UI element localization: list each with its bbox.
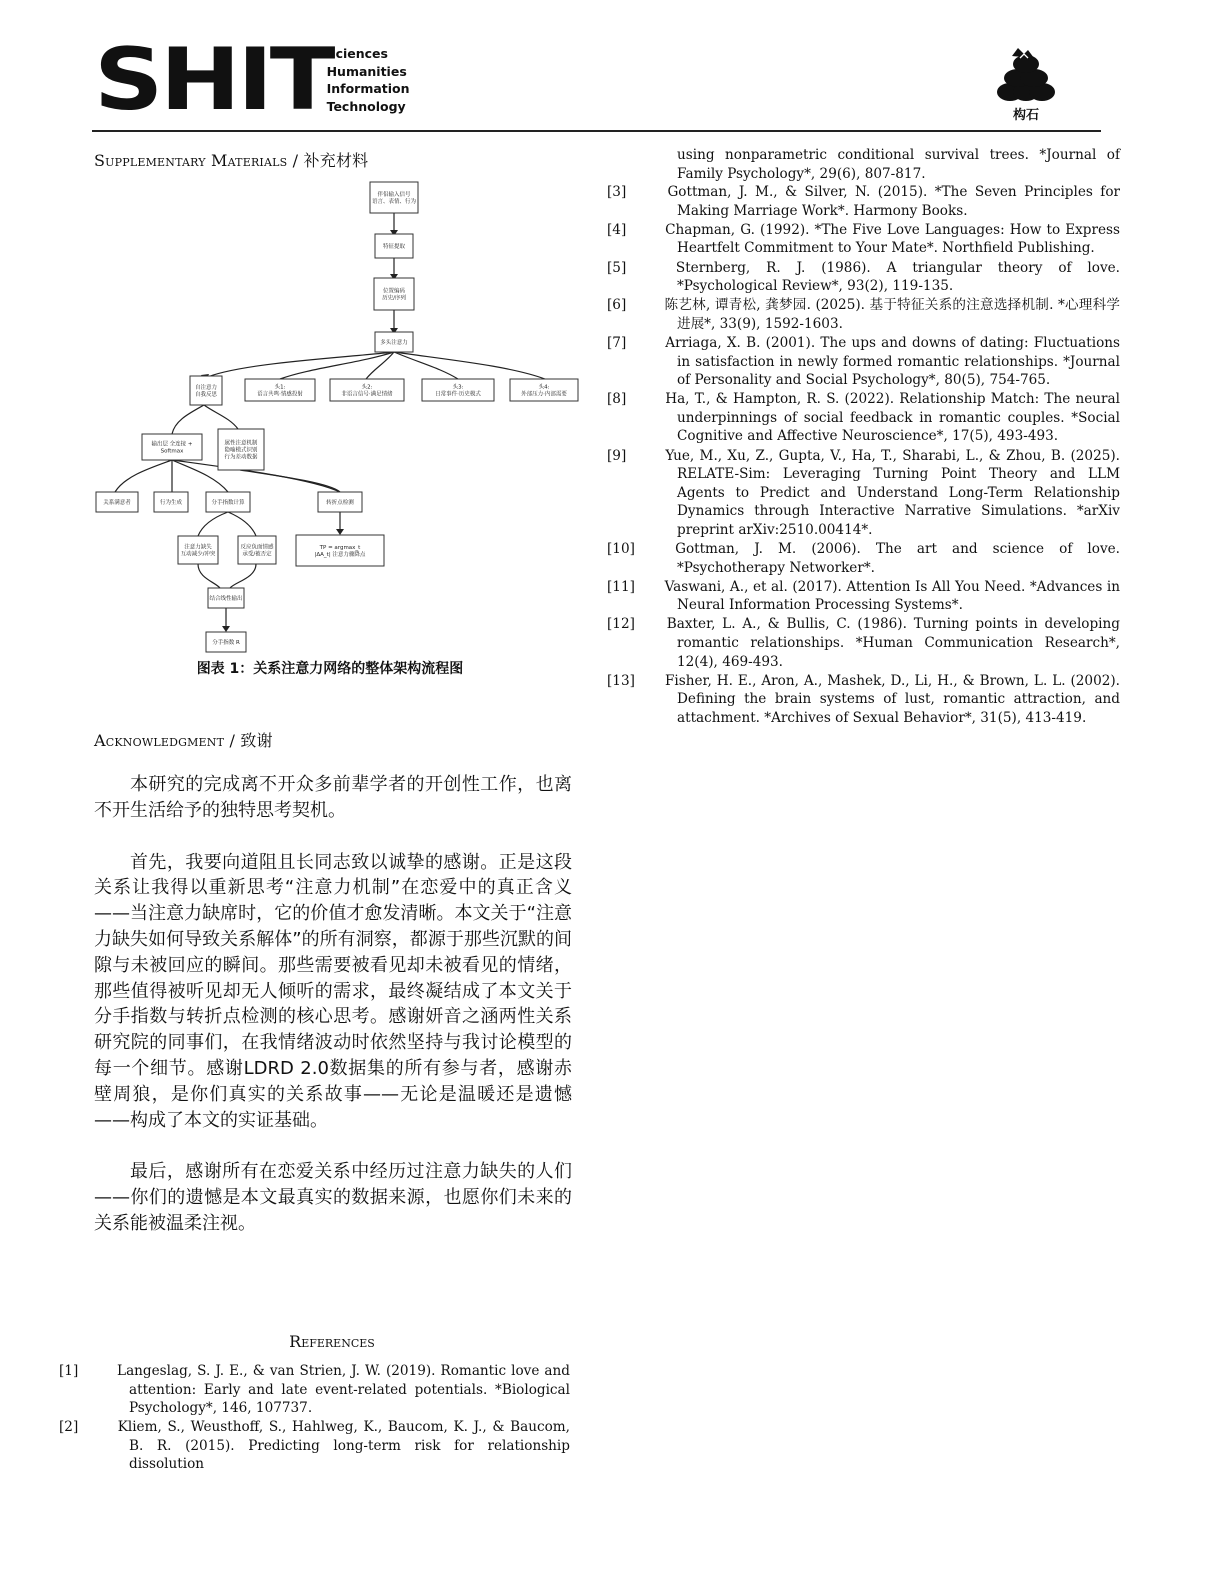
flow-node bbox=[422, 379, 494, 401]
reference-number: [10] bbox=[607, 540, 635, 557]
flow-node-label: 输出层 全连接 + Softmax bbox=[151, 441, 193, 455]
flow-node-label: 头4:外部压力·内部需要 bbox=[521, 384, 567, 398]
acknowledgment-heading-cn: / 致谢 bbox=[229, 731, 273, 750]
acknowledgment-paragraph: 本研究的完成离不开众多前辈学者的开创性工作，也离不开生活给予的独特思考契机。 bbox=[94, 774, 572, 821]
reference-item bbox=[59, 1418, 570, 1474]
figure-caption: 图表 1：关系注意力网络的整体架构流程图 bbox=[196, 661, 464, 677]
reference-number: [12] bbox=[607, 616, 635, 633]
reference-number: [5] bbox=[607, 259, 627, 276]
reference-item bbox=[607, 296, 1120, 333]
flow-node-label: 特征提取 bbox=[382, 244, 406, 250]
flow-node bbox=[142, 434, 202, 460]
flow-edge bbox=[240, 470, 340, 492]
flow-edges bbox=[115, 213, 545, 630]
flow-node bbox=[374, 278, 414, 310]
flow-node-label: 分手指数计算 bbox=[211, 500, 245, 506]
reference-item bbox=[607, 183, 1121, 220]
flow-node bbox=[330, 379, 404, 401]
reference-text: Ha, T., & Hampton, R. S. (2022). Relationship Match: The neural underpinnings of social feedback in romantic couples. *Social Cognitive and Affective Neuroscience*, 17(5), 493-493. bbox=[665, 391, 1120, 445]
reference-text: Gottman, J. M., & Silver, N. (2015). *The Seven Principles for Making Marriage Work*. Harmony Books. bbox=[667, 184, 1121, 219]
acknowledgment-paragraph: 最后，感谢所有在恋爱关系中经历过注意力缺失的人们——你们的遗憾是本文最真实的数据来源，也愿你们未来的关系能被温柔注视。 bbox=[94, 1161, 572, 1234]
reference-number: [1] bbox=[59, 1363, 79, 1379]
reference-item bbox=[607, 390, 1120, 446]
flow-nodes bbox=[96, 182, 578, 652]
flow-node bbox=[178, 536, 218, 564]
flow-node-label: 注意力缺失互动减少/冲突 bbox=[180, 544, 216, 558]
flow-node bbox=[190, 376, 222, 405]
logo-word: Technology bbox=[326, 98, 406, 114]
flow-edge bbox=[205, 352, 394, 378]
flow-node-label: 自注意力自我反思 bbox=[194, 385, 218, 398]
reference-number: [9] bbox=[607, 447, 627, 464]
flow-node bbox=[96, 492, 138, 512]
flow-node-label: 分手指数 R bbox=[212, 640, 240, 646]
reference-number: [3] bbox=[607, 184, 627, 201]
references-right-column bbox=[607, 146, 1121, 728]
flow-node bbox=[375, 332, 413, 352]
header-rule bbox=[92, 130, 1101, 132]
logo-word: Information bbox=[326, 81, 410, 96]
references-right-list bbox=[607, 183, 1121, 727]
flow-node-label: 反应负面情感承受/被否定 bbox=[240, 544, 274, 558]
supplementary-heading-en: Supplementary Materials bbox=[94, 151, 288, 170]
reference-number: [6] bbox=[607, 297, 627, 314]
flow-node bbox=[510, 379, 578, 401]
flow-node bbox=[218, 429, 264, 470]
acknowledgment-heading-en: Acknowledgment bbox=[94, 731, 225, 750]
flow-node-label: 关系满意者 bbox=[103, 500, 131, 506]
reference-text: Sternberg, R. J. (1986). A triangular theory of love. *Psychological Review*, 93(2), 119-135. bbox=[675, 259, 1121, 295]
logo-word: Humanities bbox=[326, 63, 407, 79]
flow-node bbox=[370, 182, 418, 213]
flow-node-label: 头1:语言共鸣·情感投射 bbox=[257, 384, 303, 398]
emblem-label: 构石 bbox=[1012, 108, 1039, 123]
reference-number: [8] bbox=[607, 391, 627, 408]
reference-number: [11] bbox=[607, 578, 635, 595]
flow-edge bbox=[198, 564, 220, 588]
flow-node bbox=[296, 535, 384, 566]
supplementary-heading bbox=[94, 148, 368, 171]
stone-pile-icon bbox=[990, 44, 1062, 102]
flow-node bbox=[154, 492, 188, 512]
flow-edge bbox=[230, 564, 256, 588]
flow-node-label: 头2:非语言信号·满足情绪 bbox=[341, 384, 393, 398]
flow-node-label: TP = argmax_t |ΔA_t| 注意力骤降点 bbox=[314, 545, 366, 558]
reference-number: [4] bbox=[607, 221, 627, 238]
reference-text: Kliem, S., Weusthoff, S., Hahlweg, K., Baucom, K. J., & Baucom, B. R. (2015). Predicting long-term risk for relationship dissolution bbox=[117, 1419, 570, 1473]
flow-node-label: 头3:日常事件·历史模式 bbox=[435, 384, 481, 398]
flow-node bbox=[318, 492, 362, 512]
flow-node bbox=[375, 234, 413, 258]
reference-number: [2] bbox=[59, 1419, 79, 1436]
flow-node bbox=[206, 492, 250, 512]
flow-node-label: 伴侣输入信号语言、表情、行为 bbox=[371, 192, 417, 205]
emblem bbox=[990, 44, 1062, 123]
reference-item bbox=[607, 672, 1120, 728]
flow-edge bbox=[228, 512, 256, 536]
flow-node bbox=[245, 379, 315, 401]
reference-item bbox=[607, 615, 1120, 671]
reference-text: Vaswani, A., et al. (2017). Attention Is All You Need. *Advances in Neural Information Processing Systems*. bbox=[664, 578, 1120, 614]
journal-logo bbox=[94, 30, 410, 130]
reference-continuation: using nonparametric conditional survival trees. *Journal of Family Psychology*, 29(6), 807-817. bbox=[677, 147, 1120, 182]
reference-text: Yue, M., Xu, Z., Gupta, V., Ha, T., Sharabi, L., & Zhou, B. (2025). RELATE-Sim: Leveraging Turning Point Theory and LLM Agents to Predict and Understand Long-Term Relationship Dynamics through Interactive Narrative Simulations. *arXiv preprint arXiv:2510.00414*. bbox=[665, 447, 1120, 538]
reference-text: Langeslag, S. J. E., & van Strien, J. W. (2019). Romantic love and attention: Early and late event-related potentials. *Biological Psychology*, 146, 107737. bbox=[117, 1363, 570, 1417]
flow-node bbox=[238, 536, 276, 564]
logo-text: SHIT bbox=[94, 30, 333, 130]
flow-edge bbox=[115, 460, 172, 492]
flow-edge bbox=[280, 352, 394, 379]
arrowhead bbox=[222, 626, 230, 632]
reference-text: Baxter, L. A., & Bullis, C. (1986). Turning points in developing romantic relationships. *Human Communication Research*, 12(4), 469-493. bbox=[666, 616, 1120, 670]
architecture-flowchart bbox=[90, 178, 590, 658]
references-left-column bbox=[59, 1362, 570, 1475]
acknowledgment-heading bbox=[94, 728, 273, 751]
arrowhead bbox=[336, 529, 344, 535]
reference-number: [13] bbox=[607, 672, 635, 689]
reference-item bbox=[59, 1362, 570, 1418]
reference-item bbox=[607, 540, 1121, 577]
reference-item bbox=[607, 259, 1121, 296]
flow-edge bbox=[204, 405, 238, 429]
flow-node-label: 多头注意力 bbox=[380, 340, 408, 346]
flow-node-label: 属性注意机制隐喻模式识别行为差动数据 bbox=[224, 440, 258, 461]
reference-text: 陈艺林, 谭青松, 龚梦园. (2025). 基于特征关系的注意选择机制. *心理科学进展*, 33(9), 1592-1603. bbox=[664, 297, 1120, 332]
acknowledgment-paragraph: 首先，我要向道阻且长同志致以诚挚的感谢。正是这段关系让我得以重新思考“注意力机制”在恋爱中的真正含义——当注意力缺席时，它的价值才愈发清晰。本文关于“注意力缺失如何导致关系解体”的所有洞察，都源于那些沉默的间隙与未被回应的瞬间。那些需要被看见却未被看见的情绪，那些值得被听见却无人倾听的需求，最终凝结成了本文关于分手指数与转折点检测的核心思考。感谢妍音之涵两性关系研究院的同事们，在我情绪波动时依然坚持与我讨论模型的每一个细节。感谢LDRD 2.0数据集的所有参与者，感谢赤壁周狼，是你们真实的关系故事——无论是温暖还是遗憾——构成了本文的实证基础。 bbox=[94, 851, 572, 1131]
supplementary-heading-cn: / 补充材料 bbox=[292, 151, 369, 170]
reference-text: Gottman, J. M. (2006). The art and science of love. *Psychotherapy Networker*. bbox=[675, 540, 1121, 576]
logo-words bbox=[327, 45, 410, 115]
reference-text: Chapman, G. (1992). *The Five Love Languages: How to Express Heartfelt Commitment to Your Mate*. Northfield Publishing. bbox=[665, 221, 1120, 257]
reference-item bbox=[607, 447, 1120, 540]
flow-edge bbox=[172, 405, 204, 434]
logo-word: Sciences bbox=[326, 46, 388, 61]
flow-node bbox=[206, 632, 246, 652]
flow-node bbox=[208, 588, 244, 608]
reference-text: Fisher, H. E., Aron, A., Mashek, D., Li, H., & Brown, L. L. (2002). Defining the brain systems of lust, romantic attraction, and attachment. *Archives of Sexual Behavior*, 31(5), 413-419. bbox=[664, 672, 1120, 726]
reference-item bbox=[607, 221, 1120, 258]
flow-edge bbox=[394, 352, 545, 379]
flow-node-label: 位置编码历史/序列 bbox=[382, 288, 406, 302]
flow-node-label: 结合线性输出 bbox=[209, 596, 243, 602]
references-heading: References bbox=[289, 1332, 375, 1351]
reference-item bbox=[607, 334, 1120, 390]
flow-node-label: 行为生成 bbox=[159, 500, 183, 506]
flow-edge bbox=[198, 512, 228, 536]
reference-item bbox=[607, 578, 1120, 615]
reference-text: Arriaga, X. B. (2001). The ups and downs of dating: Fluctuations in satisfaction in newly formed romantic relationships. *Journal of Personality and Social Psychology*, 80(5), 754-765. bbox=[665, 334, 1120, 389]
flow-node-label: 转折点检测 bbox=[326, 500, 354, 506]
acknowledgment-body bbox=[94, 772, 572, 1263]
reference-number: [7] bbox=[607, 334, 627, 351]
